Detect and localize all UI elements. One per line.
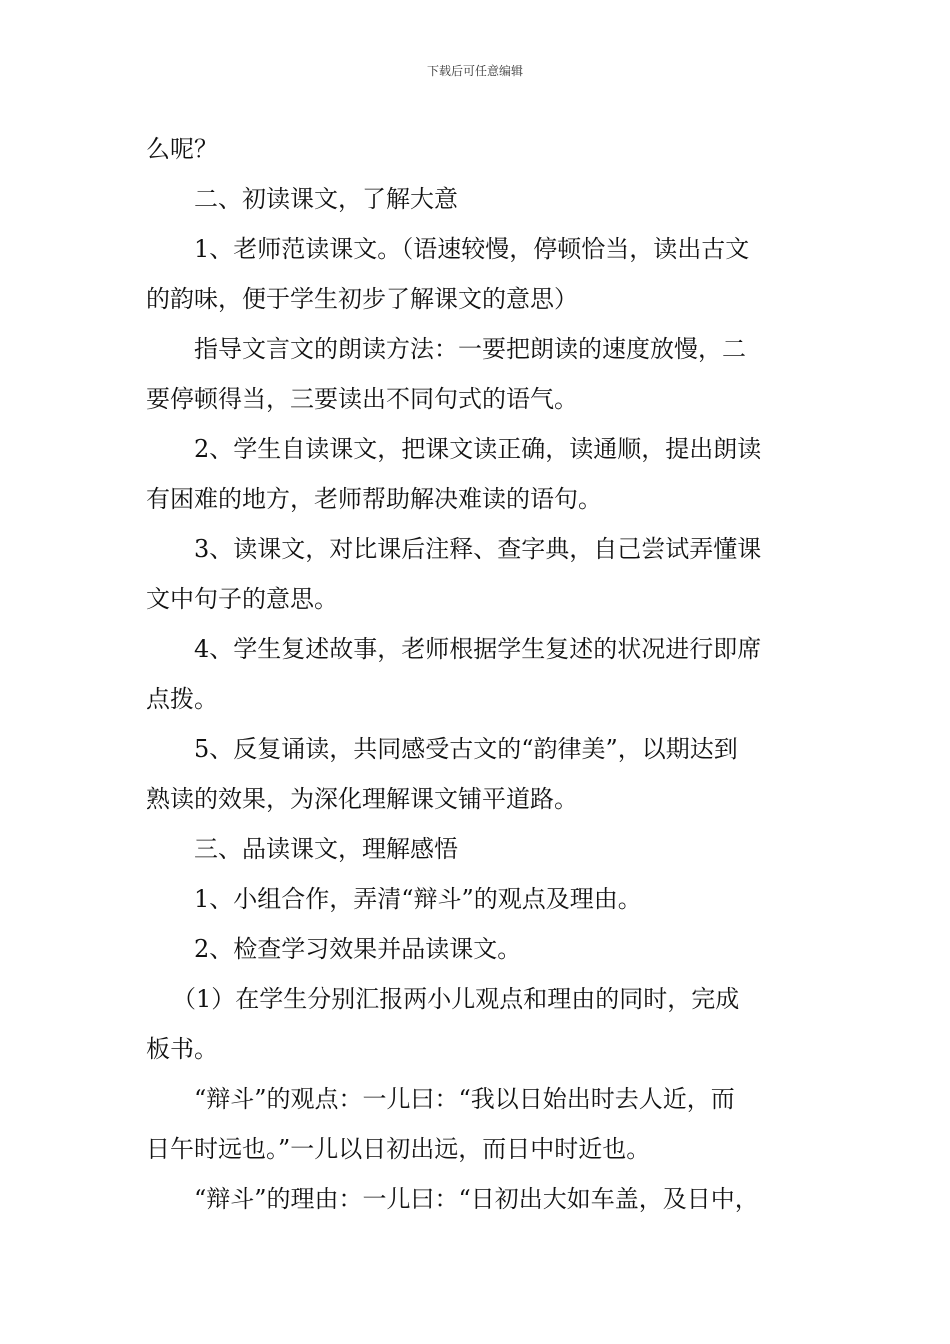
text-line: 5、反复诵读，共同感受古文的“韵律美”，以期达到 [194,735,738,763]
text-line: 么呢？ [146,135,218,163]
text-line: “辩斗”的观点：一儿曰：“我以日始出时去人近，而 [194,1085,735,1113]
text-line: 指导文言文的朗读方法：一要把朗读的速度放慢，二 [194,335,746,363]
text-line: 点拨。 [146,685,218,713]
text-line: 日午时远也。”一儿以日初出远，而日中时近也。 [146,1135,651,1163]
document-body [146,124,810,1224]
page-header: 下载后可任意编辑 [426,64,523,78]
text-line: 1、小组合作，弄清“辩斗”的观点及理由。 [194,885,642,913]
section-heading: 二、初读课文，了解大意 [194,185,458,213]
text-line: 板书。 [146,1035,218,1063]
text-line: 2、检查学习效果并品读课文。 [194,935,522,963]
text-line: 的韵味，便于学生初步了解课文的意思） [146,285,578,313]
text-line: 1、老师范读课文。（语速较慢，停顿恰当，读出古文 [194,235,750,263]
section-heading: 三、品读课文，理解感悟 [194,835,458,863]
text-line: 要停顿得当，三要读出不同句式的语气。 [146,385,578,413]
text-line: 熟读的效果，为深化理解课文铺平道路。 [146,785,578,813]
text-line: 文中句子的意思。 [146,585,338,613]
text-line: 4、学生复述故事，老师根据学生复述的状况进行即席 [194,635,762,663]
text-line: “辩斗”的理由：一儿曰：“日初出大如车盖，及日中， [194,1185,759,1213]
text-line: 3、读课文，对比课后注释、查字典，自己尝试弄懂课 [194,535,762,563]
text-line: 有困难的地方，老师帮助解决难读的语句。 [146,485,602,513]
text-line: （1）在学生分别汇报两小儿观点和理由的同时，完成 [172,985,740,1013]
text-line: 2、学生自读课文，把课文读正确，读通顺，提出朗读 [194,435,762,463]
